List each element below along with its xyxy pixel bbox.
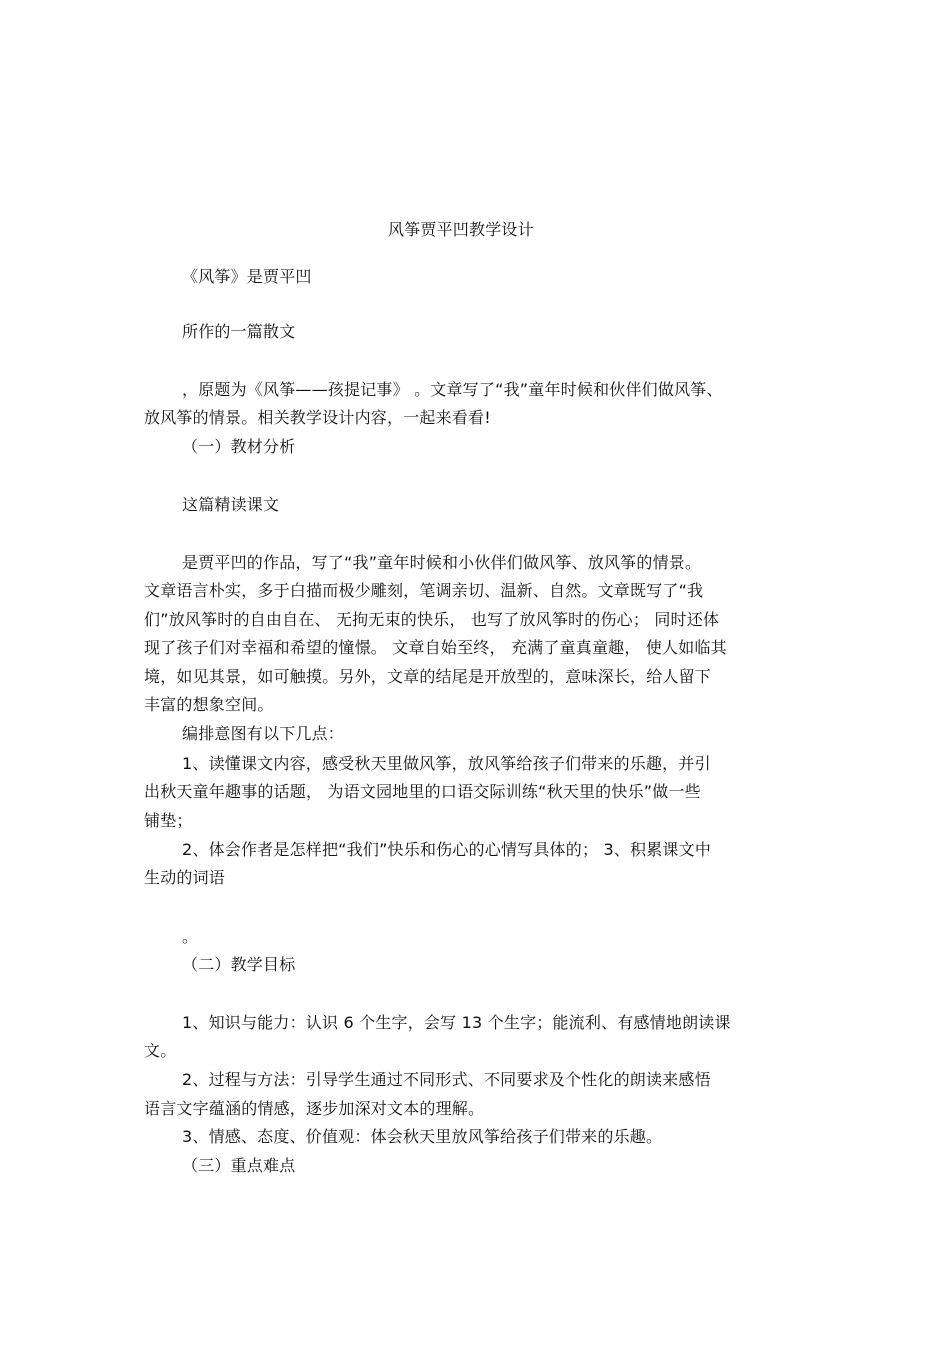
text-line-6: 这篇精读课文 bbox=[182, 495, 280, 514]
text-line-11: 境，如见其景，如可触摸。另外，文章的结尾是开放型的，意味深长，给人留下 bbox=[144, 667, 712, 686]
text-line-4: 放风筝的情景。相关教学设计内容，一起来看看! bbox=[144, 408, 491, 427]
text-line-15: 出秋天童年趣事的话题， 为语文园地里的口语交际训练“秋天里的快乐”做一些 bbox=[144, 782, 701, 801]
text-line-24: 语言文字蕴涵的情感，逐步加深对文本的理解。 bbox=[144, 1099, 485, 1118]
text-line-8: 文章语言朴实，多于白描而极少雕刻，笔调亲切、温新、自然。文章既写了“我 bbox=[144, 581, 704, 600]
section-heading-3: （三）重点难点 bbox=[182, 1156, 296, 1175]
document-title: 风筝贾平凹教学设计 bbox=[388, 220, 534, 239]
text-line-17: 2、体会作者是怎样把“我们”快乐和伤心的心情写具体的； 3、积累课文中 bbox=[182, 840, 712, 859]
text-line-3: ，原题为《风筝——孩提记事》 。文章写了“我”童年时候和伙伴们做风筝、 bbox=[182, 380, 723, 399]
text-line-18: 生动的词语 bbox=[144, 868, 226, 887]
text-line-12: 丰富的想象空间。 bbox=[144, 695, 274, 714]
text-line-22: 文。 bbox=[144, 1041, 177, 1060]
text-line-1: 《风筝》是贾平凹 bbox=[182, 267, 312, 286]
text-line-16: 铺垫； bbox=[144, 811, 193, 830]
text-line-19: 。 bbox=[182, 927, 199, 946]
text-line-2: 所作的一篇散文 bbox=[182, 322, 296, 341]
text-line-10: 现了孩子们对幸福和希望的憧憬。 文章自始至终， 充满了童真童趣， 使人如临其 bbox=[144, 638, 727, 657]
text-line-13: 编排意图有以下几点： bbox=[182, 724, 345, 743]
text-line-21: 1、知识与能力：认识 6 个生字，会写 13 个生字；能流利、有感情地朗读课 bbox=[182, 1013, 731, 1032]
text-line-7: 是贾平凹的作品，写了“我”童年时候和小伙伴们做风筝、放风筝的情景。 bbox=[182, 553, 702, 572]
section-heading-2: （二）教学目标 bbox=[182, 955, 296, 974]
text-line-23: 2、过程与方法：引导学生通过不同形式、不同要求及个性化的朗读来感悟 bbox=[182, 1070, 711, 1089]
text-line-25: 3、情感、态度、价值观：体会秋天里放风筝给孩子们带来的乐趣。 bbox=[182, 1127, 663, 1146]
text-line-14: 1、读懂课文内容，感受秋天里做风筝，放风筝给孩子们带来的乐趣，并引 bbox=[182, 754, 711, 773]
section-heading-1: （一）教材分析 bbox=[182, 437, 296, 456]
text-line-9: 们”放风筝时的自由自在、 无拘无束的快乐， 也写了放风筝时的伤心； 同时还体 bbox=[144, 610, 720, 629]
